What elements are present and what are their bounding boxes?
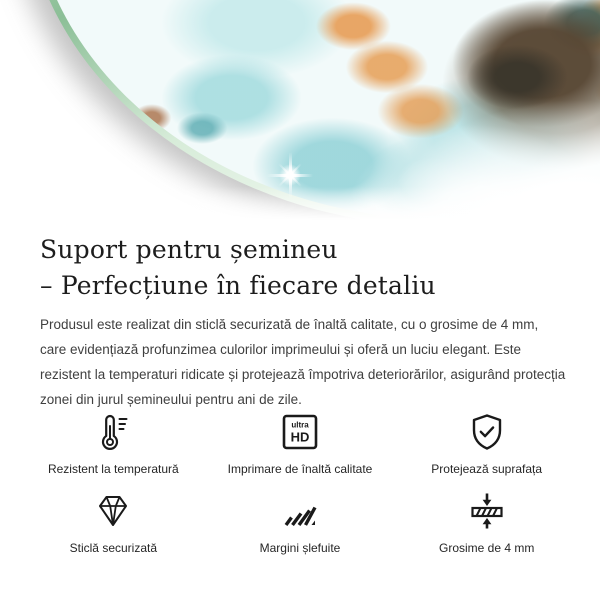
page-title [40,232,560,304]
ultra-hd-icon [280,412,320,452]
feature-label: Imprimare de înaltă calitate [227,462,373,476]
diamond-icon [93,491,133,531]
shield-check-icon [467,412,507,452]
feature-item-polished-edges [207,491,394,556]
svg-text:ultra: ultra [291,420,309,430]
feature-label: Margini șlefuite [259,541,341,555]
feature-label: Rezistent la temperatură [47,462,179,476]
feature-grid [20,412,580,556]
thickness-icon [467,491,507,531]
feature-item-temperature [20,412,207,477]
title-line-2: – Perfecțiune în fiecare detaliu [40,271,436,300]
feature-label: Sticlă securizată [69,541,158,555]
feature-label: Grosime de 4 mm [438,541,535,555]
beveled-edges-icon [280,491,320,531]
thermometer-icon [93,412,133,452]
title-line-1: Suport pentru șemineu [40,235,338,264]
svg-text:HD: HD [290,429,310,445]
feature-item-thickness [393,491,580,556]
product-description-section [0,232,600,412]
feature-label: Protejează suprafața [431,462,543,476]
feature-item-print-quality [207,412,394,477]
product-description: Produsul este realizat din sticlă securizată de înaltă calitate, cu o grosime de 4 mm, care evidențiază profunzimea culorilor imprimeului și oferă un luciu elegant. Este rezistent la temperaturi ridicate și protejează împotriva deteriorărilor, asigurând protecția zonei din jurul șemineului pentru ani de zile. [40,317,566,407]
feature-item-tempered-glass [20,491,207,556]
feature-item-protects-surface [393,412,580,477]
product-photo [0,0,600,222]
